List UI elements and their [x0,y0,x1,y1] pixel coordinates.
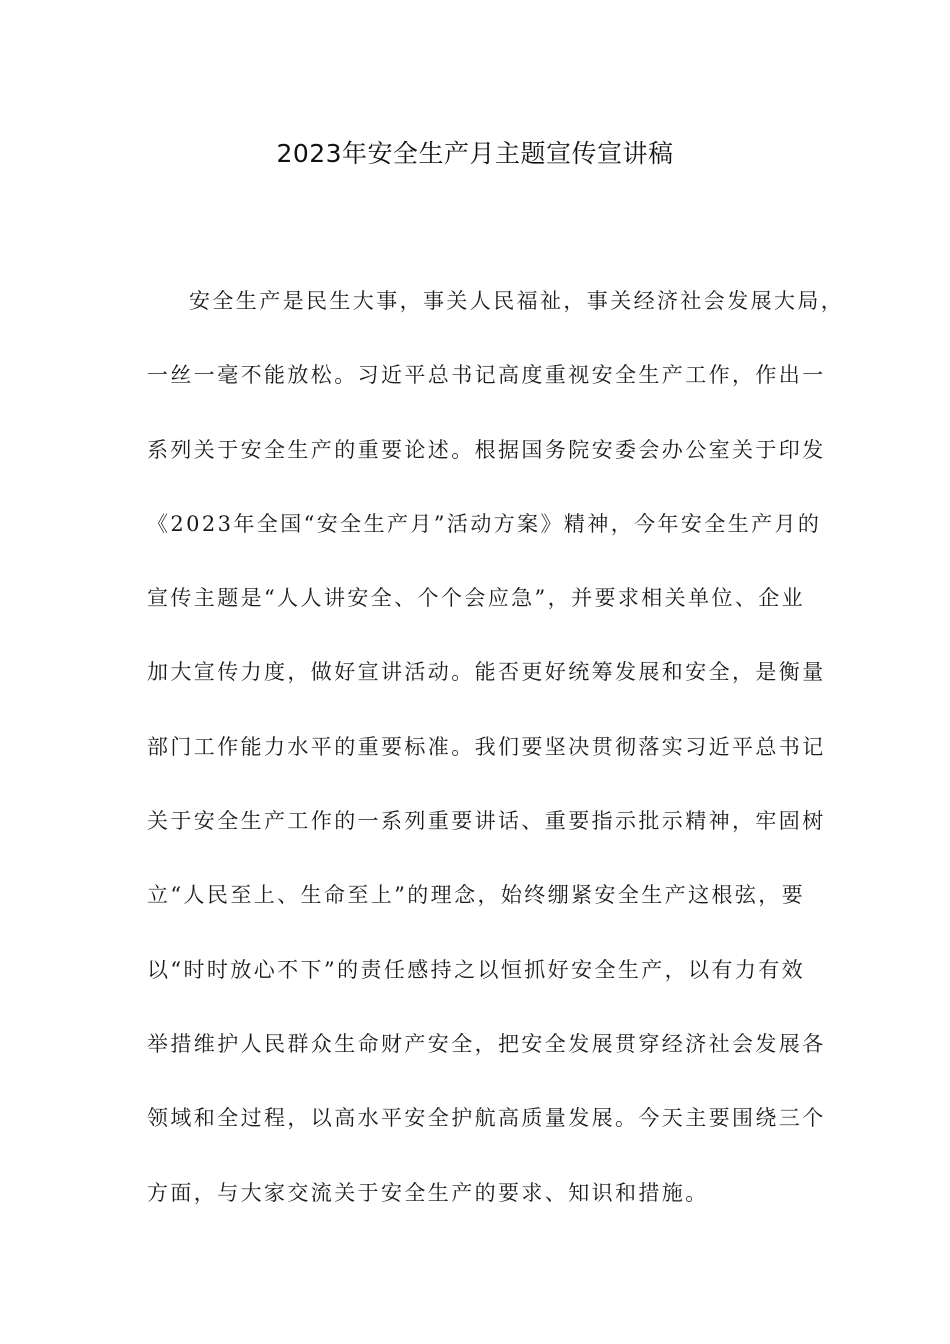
paragraph-line: 系列关于安全生产的重要论述。根据国务院安委会办公室关于印发 [147,437,826,462]
paragraph-line: 《2023年全国“安全生产月”活动方案》精神，今年安全生产月的 [147,511,822,536]
paragraph-line: 举措维护人民群众生命财产安全，把安全发展贯穿经济社会发展各 [147,1031,826,1056]
paragraph-line: 一丝一毫不能放松。习近平总书记高度重视安全生产工作，作出一 [147,363,826,388]
paragraph-line: 领域和全过程，以高水平安全护航高质量发展。今天主要围绕三个 [147,1106,826,1131]
paragraph-line: 部门工作能力水平的重要标准。我们要坚决贯彻落实习近平总书记 [147,734,826,759]
paragraph-line: 方面，与大家交流关于安全生产的要求、知识和措施。 [147,1180,709,1205]
paragraph-line: 宣传主题是“人人讲安全、个个会应急”，并要求相关单位、企业 [147,586,806,611]
paragraph-line: 关于安全生产工作的一系列重要讲话、重要指示批示精神，牢固树 [147,809,826,834]
paragraph-line: 以“时时放心不下”的责任感持之以恒抓好安全生产，以有力有效 [147,957,806,982]
paragraph-line: 安全生产是民生大事，事关人民福祉，事关经济社会发展大局， [189,289,845,313]
paragraph-line: 立“人民至上、生命至上”的理念，始终绷紧安全生产这根弦，要 [147,883,806,908]
document-title: 2023年安全生产月主题宣传宣讲稿 [276,139,674,168]
document-paragraph [147,283,845,1249]
paragraph-line: 加大宣传力度，做好宣讲活动。能否更好统筹发展和安全，是衡量 [147,660,826,685]
